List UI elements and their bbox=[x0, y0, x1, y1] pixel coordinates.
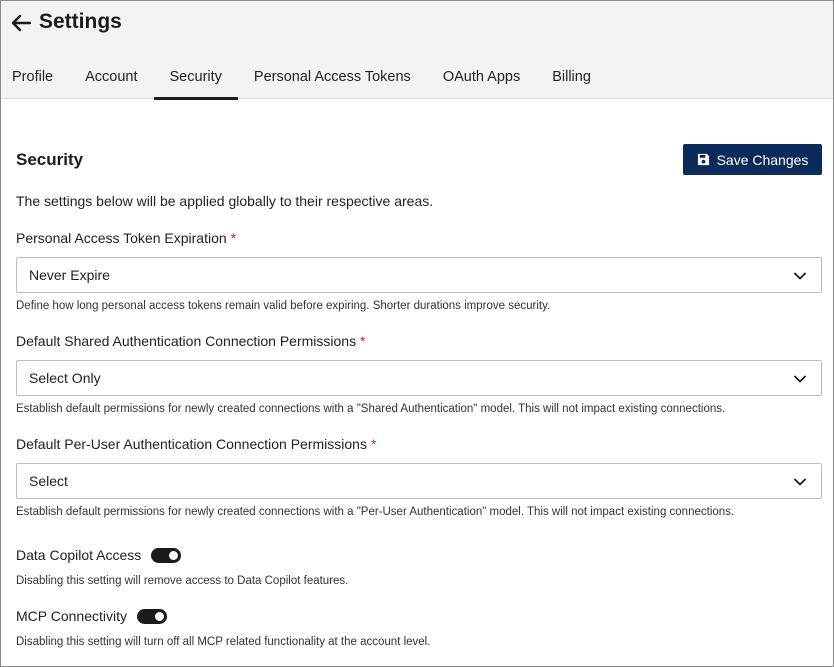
security-panel bbox=[1, 124, 833, 666]
settings-tabs bbox=[1, 63, 591, 99]
mcp-help: Disabling this setting will turn off all MCP related functionality at the account level. bbox=[16, 636, 431, 648]
tab-personal-access-tokens[interactable]: Personal Access Tokens bbox=[253, 69, 411, 85]
shared-auth-label bbox=[16, 333, 366, 349]
chevron-down-icon bbox=[793, 372, 807, 386]
chevron-down-icon bbox=[793, 269, 807, 283]
mcp-toggle[interactable] bbox=[137, 609, 167, 624]
settings-header bbox=[1, 1, 833, 99]
intro-text: The settings below will be applied globally to their respective areas. bbox=[16, 193, 434, 209]
mcp-row bbox=[16, 608, 167, 624]
data-copilot-help: Disabling this setting will remove access to Data Copilot features. bbox=[16, 575, 349, 587]
pat-expiration-value: Never Expire bbox=[29, 267, 110, 283]
arrow-left-icon bbox=[11, 14, 31, 32]
page-title: Settings bbox=[39, 10, 122, 33]
per-user-auth-label-text: Default Per-User Authentication Connection Permissions bbox=[16, 436, 367, 452]
shared-auth-help: Establish default permissions for newly created connections with a "Shared Authentication" model. This will not impact existing connections. bbox=[16, 403, 726, 415]
required-marker: * bbox=[360, 333, 366, 349]
data-copilot-row bbox=[16, 547, 181, 563]
required-marker: * bbox=[370, 436, 377, 452]
pat-expiration-select[interactable] bbox=[16, 257, 822, 293]
tab-profile[interactable]: Profile bbox=[12, 69, 54, 85]
shared-auth-select[interactable] bbox=[16, 360, 822, 396]
tab-billing[interactable]: Billing bbox=[552, 69, 591, 85]
shared-auth-value: Select Only bbox=[29, 370, 101, 386]
save-changes-label: Save Changes bbox=[716, 151, 809, 168]
pat-expiration-label-text: Personal Access Token Expiration bbox=[16, 230, 227, 246]
mcp-label: MCP Connectivity bbox=[16, 608, 128, 624]
required-marker: * bbox=[230, 230, 237, 246]
data-copilot-toggle[interactable] bbox=[151, 548, 181, 563]
data-copilot-label: Data Copilot Access bbox=[16, 547, 142, 563]
tab-oauth-apps[interactable]: OAuth Apps bbox=[442, 69, 521, 85]
section-title: Security bbox=[16, 150, 84, 169]
tab-security[interactable]: Security bbox=[170, 63, 222, 99]
per-user-auth-help: Establish default permissions for newly created connections with a "Per-User Authentication" model. This will not impact existing connections. bbox=[16, 506, 735, 518]
chevron-down-icon bbox=[793, 475, 807, 489]
pat-expiration-help: Define how long personal access tokens remain valid before expiring. Shorter durations improve security. bbox=[16, 300, 551, 312]
toggle-knob bbox=[169, 551, 178, 560]
per-user-auth-value: Select bbox=[29, 473, 68, 489]
back-button[interactable] bbox=[9, 11, 33, 35]
shared-auth-label-text: Default Shared Authentication Connection Permissions bbox=[16, 333, 357, 349]
save-changes-button[interactable] bbox=[683, 144, 822, 175]
tab-account[interactable]: Account bbox=[85, 69, 138, 85]
per-user-auth-label bbox=[16, 436, 376, 452]
pat-expiration-label bbox=[16, 230, 236, 246]
floppy-disk-icon bbox=[697, 153, 710, 166]
toggle-knob bbox=[155, 612, 164, 621]
per-user-auth-select[interactable] bbox=[16, 463, 822, 499]
